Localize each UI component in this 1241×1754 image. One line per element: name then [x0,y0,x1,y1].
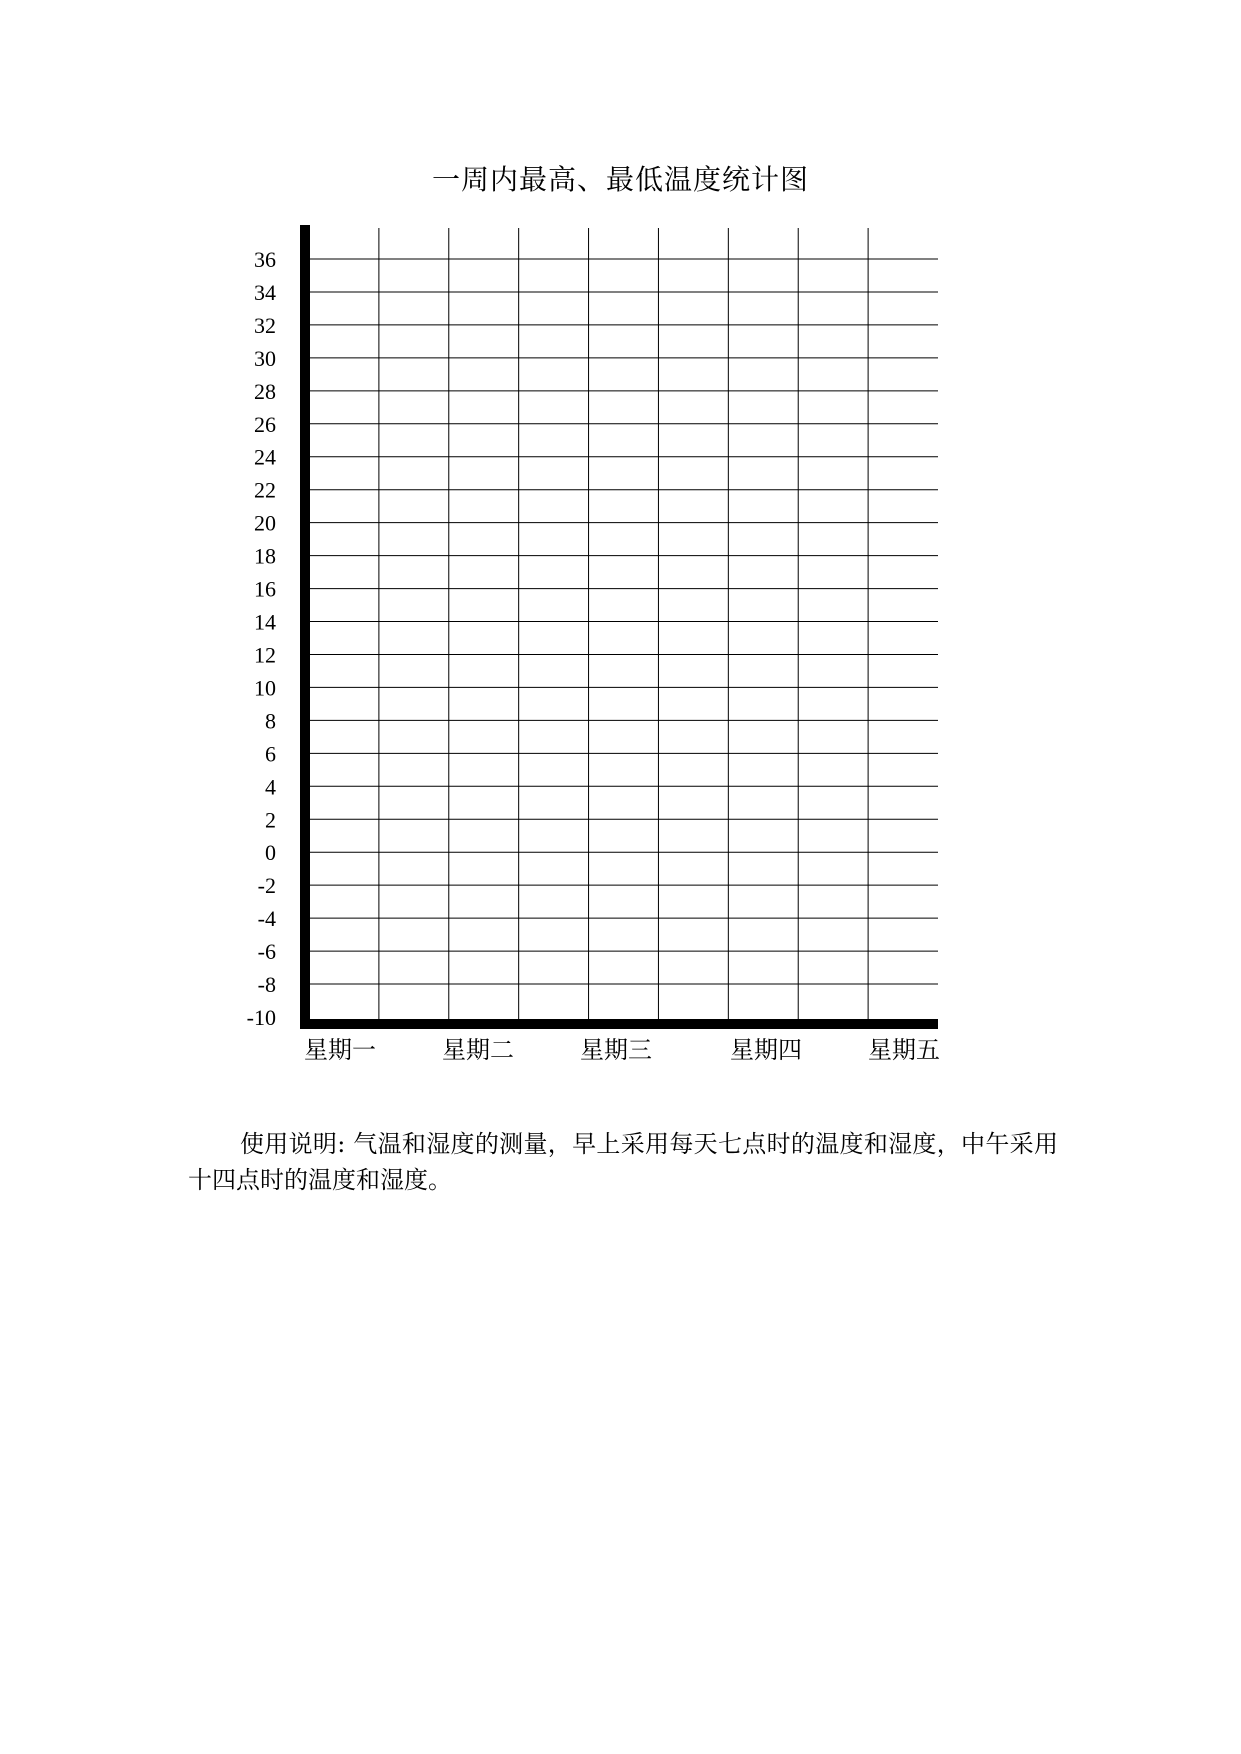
y-tick-label: 28 [254,378,276,404]
x-tick-label: 星期一 [304,1038,376,1064]
y-tick-label: 4 [265,774,276,800]
y-tick-label: 30 [254,345,276,371]
y-tick-label: 24 [254,444,276,470]
y-tick-label: 14 [254,609,276,635]
y-tick-label: -8 [257,972,276,998]
x-tick-label: 星期四 [730,1038,802,1064]
chart-axes [300,225,938,1029]
y-tick-label: 6 [265,741,276,767]
y-axis-tick-labels [247,247,276,1030]
x-axis-tick-labels [304,1037,940,1064]
y-tick-label: 34 [254,279,276,305]
y-tick-label: -4 [257,906,276,932]
y-tick-label: 26 [254,411,276,437]
y-tick-label: 10 [254,675,276,701]
x-tick-label: 星期三 [580,1038,652,1064]
x-tick-label: 星期二 [442,1038,514,1064]
y-tick-label: 16 [254,576,276,602]
x-tick-label: 星期五 [868,1038,940,1064]
y-tick-label: -6 [257,939,276,965]
y-tick-label: 0 [265,840,276,866]
y-tick-label: 2 [265,807,276,833]
y-tick-label: -10 [246,1005,276,1030]
x-axis-line [300,1019,938,1029]
y-axis-line [300,225,310,1029]
chart-grid [304,228,938,1024]
usage-instructions: 使用说明: 气温和湿度的测量，早上采用每天七点时的温度和湿度，中午采用十四点时的温度和湿度。 [188,1130,1058,1194]
chart-title: 一周内最高、最低温度统计图 [431,163,809,196]
y-tick-label: 22 [254,477,276,503]
y-tick-label: -2 [257,873,276,899]
y-tick-label: 36 [254,247,276,272]
y-tick-label: 20 [254,510,276,536]
y-tick-label: 8 [265,708,276,734]
y-tick-label: 32 [254,312,276,338]
y-tick-label: 18 [254,543,276,569]
y-tick-label: 12 [254,642,276,668]
